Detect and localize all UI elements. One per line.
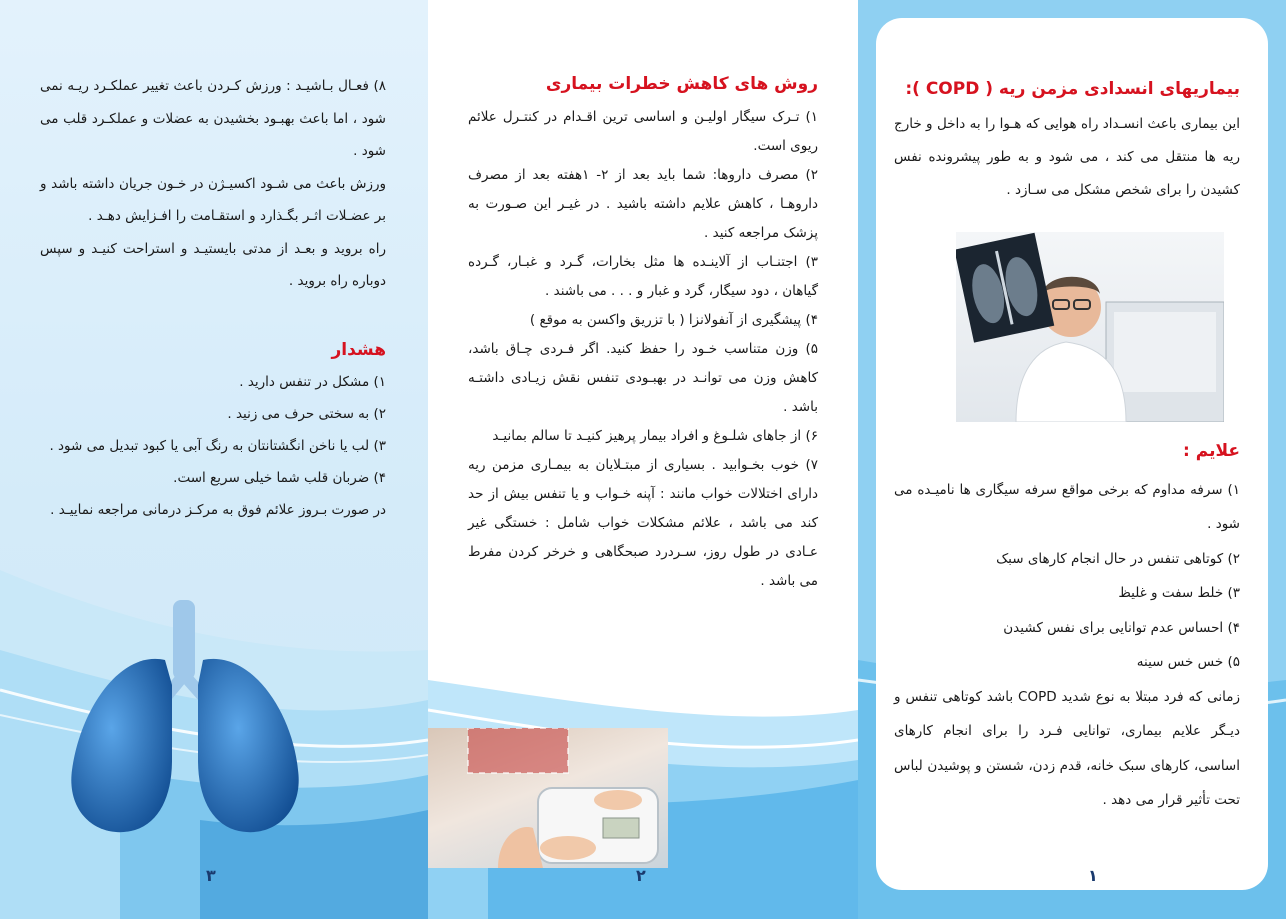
doctor-photo bbox=[956, 232, 1224, 422]
panel-1 bbox=[858, 0, 1286, 919]
warning-footer: در صورت بـروز علائم فوق به مرکـز درمانی مراجعه نماییـد . bbox=[50, 502, 386, 518]
panel-2 bbox=[428, 0, 858, 919]
symptom-item: ۵) خس خس سینه bbox=[1136, 654, 1240, 670]
symptom-item: ۲) کوتاهی تنفس در حال انجام کارهای سبک bbox=[996, 550, 1240, 567]
risk-reduction-section bbox=[468, 70, 818, 596]
copd-intro-section bbox=[894, 73, 1240, 207]
exercise-paragraph-1: ۸) فعـال بـاشیـد : ورزش کـردن باعث تغییر عملکـرد ریـه نمی شود ، اما باعث بهبـود بخشیدن به عضلات و عملکـرد قلب می شود . bbox=[40, 78, 386, 159]
risk-reduction-title: روش های کاهش خطرات بیماری bbox=[545, 74, 818, 94]
scale-photo bbox=[428, 728, 668, 868]
exercise-paragraph-2: ورزش باعث می شـود اکسیـژن در خـون جریان داشته باشد و بر عضـلات اثـر بگـذارد و استقـامت را افـزایش دهـد . bbox=[40, 175, 386, 224]
lungs-icon bbox=[60, 600, 310, 850]
warning-item: ۱) مشکل در تنفس دارید . bbox=[239, 374, 386, 390]
warning-title: هشدار bbox=[331, 340, 386, 360]
symptom-item: ۳) خلط سفت و غلیظ bbox=[1118, 585, 1240, 601]
warning-item: ۳) لب یا ناخن انگشتانتان به رنگ آبی یا کبود تبدیل می شود . bbox=[49, 438, 386, 454]
risk-item: ۲) مصرف داروها: شما باید بعد از ۲- ۱هفته بعد از مصرف داروهـا ، کاهش علایم داشته باشید . در غیـر این صـورت به پزشک مراجعه کنید . bbox=[468, 167, 818, 241]
risk-item: ۴) پیشگیری از آنفولانزا ( با تزریق واکسن به موقع ) bbox=[529, 312, 818, 328]
doctor-xray-icon bbox=[956, 232, 1224, 422]
risk-item: ۷) خوب بخـوابید . بسیاری از مبتـلایان به بیمـاری مزمن ریه دارای اختلالات خواب مانند : آپنه خـواب و یا تنفس بیش از حد کند می باشد ، علائم مشکلات خواب شامل : خستگی غیر عـادی در طول روز، سـردرد صبحگاهی و خرخر کردن مفرط می باشد . bbox=[468, 457, 818, 589]
risk-item: ۳) اجتنـاب از آلاینـده ها مثل بخارات، گـرد و غبـار، گـرده گیاهان ، دود سیگار، گرد و غبار و . . . می باشند . bbox=[468, 254, 818, 299]
symptoms-title: علایم : bbox=[1183, 441, 1240, 461]
page-number-1: ۱ bbox=[1088, 866, 1098, 885]
warning-item: ۲) به سختی حرف می زنید . bbox=[227, 406, 386, 422]
panel-3 bbox=[0, 0, 428, 919]
symptom-item: ۴) احساس عدم توانایی برای نفس کشیدن bbox=[1003, 619, 1240, 636]
risk-item: ۱) تـرک سیگار اولیـن و اساسی ترین اقـدام در کنتـرل علائم ریوی است. bbox=[468, 109, 818, 154]
risk-item: ۶) از جاهای شلـوغ و افراد بیمار پرهیز کنیـد تا سالم بمانیـد bbox=[492, 428, 818, 444]
warning-item: ۴) ضربان قلب شما خیلی سریع است. bbox=[173, 470, 386, 486]
exercise-paragraph-3: راه بروید و بعـد از مدتی بایستیـد و استراحت کنیـد و سپس دوباره راه بروید . bbox=[40, 240, 386, 289]
symptoms-section bbox=[894, 434, 1240, 818]
severe-copd-paragraph: زمانی که فرد مبتلا به نوع شدید COPD باشد کوتاهی تنفس و دیـگر علایم بیماری، توانایی فـرد را برای انجام کارهای اساسی، کارهای سبک خانه، قدم زدن، شستن و پوشیدن لباس تحت تأثیر قرار می دهد . bbox=[894, 688, 1241, 808]
copd-title: بیماریهای انسدادی مزمن ریه ( COPD ): bbox=[905, 79, 1240, 99]
page-number-3: ۳ bbox=[206, 866, 216, 885]
page-number-2: ۲ bbox=[636, 866, 646, 885]
copd-intro: این بیماری باعث انسـداد راه هوایی که هـوا را به داخل و خارج ریه ها منتقل می کند ، می شود و به طور پیشرونده نفس کشیدن را برای شخص مشکل می سـازد . bbox=[894, 116, 1240, 198]
warning-section bbox=[40, 334, 386, 526]
weighing-scale-icon bbox=[428, 728, 668, 868]
risk-item: ۵) وزن متناسب خـود را حفظ کنید. اگر فـردی چـاق باشد، کاهش وزن می توانـد در بهبـودی تنفس نقش زیـادی داشتـه باشد . bbox=[468, 341, 818, 415]
symptom-item: ۱) سرفه مداوم که برخی مواقع سرفه سیگاری ها نامیـده می شود . bbox=[894, 481, 1240, 532]
exercise-section bbox=[40, 70, 386, 298]
